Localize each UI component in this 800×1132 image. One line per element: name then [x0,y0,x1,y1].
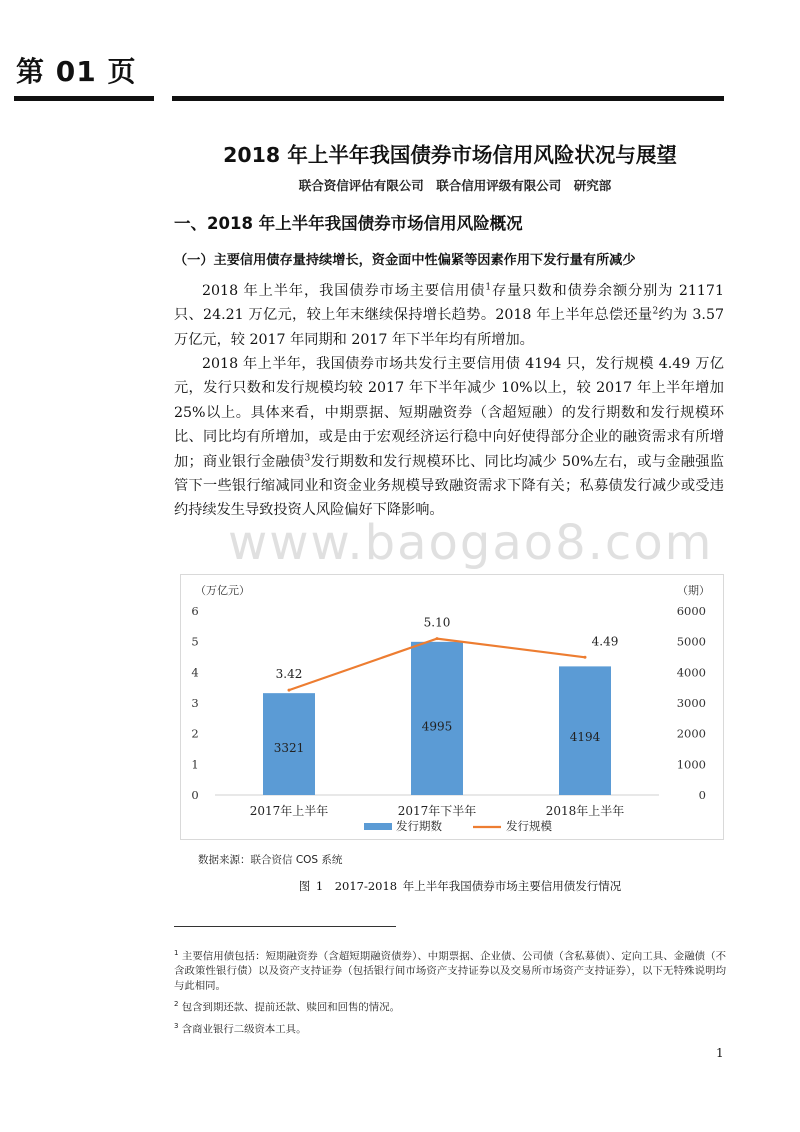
bar-2 [411,642,463,795]
right-axis-label: （期） [677,584,710,597]
right-tick-label: 1000 [676,757,706,772]
page-label: 第 01 页 [16,55,137,88]
right-tick-label: 6000 [676,604,706,618]
footnote-rule [174,926,396,927]
paragraph-2 [174,352,724,523]
bar-label-2: 4995 [421,719,453,734]
paragraph-1 [174,279,724,352]
footnote-ref-1[interactable]: 1 [485,282,492,293]
left-tick-label: 5 [191,634,199,649]
footnote-3-num: 3 [174,1021,179,1030]
footnote-1-text: 主要信用债包括：短期融资券（含超短期融资债券）、中期票据、企业债、公司债（含私募债）、定向工具、金融债（不含政策性银行债）以及资产支持证券（包括银行间市场资产支持证券以及交易所市场资产支持证券），以下无特殊说明均与此相同。 [174,950,726,993]
paragraph-2-part-2: 发行期数和发行规模环比、同比均减少 50%左右，或与金融强监管下一些银行缩减同业和资金业务规模导致融资需求下降有关；私募债发行减少或受违约持续发生导致投资人风险偏好下降影响。 [174,453,724,519]
left-tick-label: 4 [191,665,199,680]
footnote-2-text: 包含到期还款、提前还款、赎回和回售的情况。 [181,1001,400,1014]
data-source: 数据来源：联合资信 COS 系统 [198,854,343,866]
header-rule-short [14,96,154,101]
left-tick-label: 2 [191,726,199,741]
footnote-1-num: 1 [174,949,179,957]
line-point-2 [436,637,439,640]
category-label-2: 2017年下半年 [397,804,477,818]
right-tick-label: 3000 [676,696,706,710]
paragraph-1-part-1: 2018 年上半年，我国债券市场主要信用债 [202,283,486,299]
left-tick-label: 3 [191,696,199,710]
footnote-ref-2[interactable]: 2 [652,306,659,317]
bar-label-1: 3321 [273,741,305,756]
paragraph-1-part-3: 约为 3.57 万亿元，较 2017 年同期和 2017 年下半年均有所增加。 [174,307,724,348]
left-tick-label: 1 [191,757,199,772]
category-label-3: 2018年上半年 [545,804,625,818]
line-label-1: 3.42 [275,667,303,682]
line-label-2: 5.10 [423,615,451,630]
figure-caption: 图 1 2017-2018 年上半年我国债券市场主要信用债发行情况 [298,879,622,893]
footnote-1 [174,946,726,994]
legend-label-line: 发行规模 [506,819,552,833]
header-rule-long [172,96,724,101]
chart-svg [181,575,723,839]
document-authors: 联合资信评估有限公司 联合信用评级有限公司 研究部 [298,178,612,193]
section-heading: 一、2018 年上半年我国债券市场信用风险概况 [174,214,523,233]
right-tick-label: 4000 [676,665,706,680]
left-tick-label: 6 [191,604,199,618]
page-number: 1 [716,1046,724,1060]
legend-label-bar: 发行期数 [396,819,442,833]
left-axis-label: （万亿元） [195,584,250,597]
footnote-ref-3[interactable]: 3 [304,452,311,463]
watermark: www.baogao8.com [228,515,714,571]
category-label-1: 2017年上半年 [249,804,329,818]
paragraph-2-part-1: 2018 年上半年，我国债券市场共发行主要信用债 4194 只，发行规模 4.49 万亿元，发行只数和发行规模均较 2017 年下半年减少 10%以上，较 2017 年上半年增加 25%以上。具体来看，中期票据、短期融资券（含超短融）的发行期数和发行规模环比、同比均有所增加，或是由于宏观经济运行稳中向好使得部分企业的融资需求有所增加；商业银行金融债 [174,356,724,470]
subsection-heading: （一）主要信用债存量持续增长，资金面中性偏紧等因素作用下发行量有所减少 [174,253,636,268]
line-point-3 [584,656,587,659]
right-tick-label: 0 [698,788,706,802]
line-label-3: 4.49 [591,634,619,649]
paragraph-1-part-2: 存量只数和债券余额分别为 21171 只、24.21 万亿元，较上年末继续保持增长趋势。2018 年上半年总偿还量 [174,283,724,324]
left-tick-label: 0 [191,788,199,802]
right-tick-label: 5000 [676,634,706,649]
line-point-1 [288,689,291,692]
footnotes [174,946,726,1040]
document-title: 2018 年上半年我国债券市场信用风险状况与展望 [223,143,677,167]
legend-swatch-bar [364,823,392,830]
footnote-2 [174,997,726,1015]
right-tick-label: 2000 [676,726,706,741]
footnote-3 [174,1019,726,1037]
footnote-2-num: 2 [174,1000,179,1009]
issuance-chart [180,574,724,840]
bar-label-3: 4194 [569,729,601,744]
footnote-3-text: 含商业银行二级资本工具。 [181,1023,307,1036]
